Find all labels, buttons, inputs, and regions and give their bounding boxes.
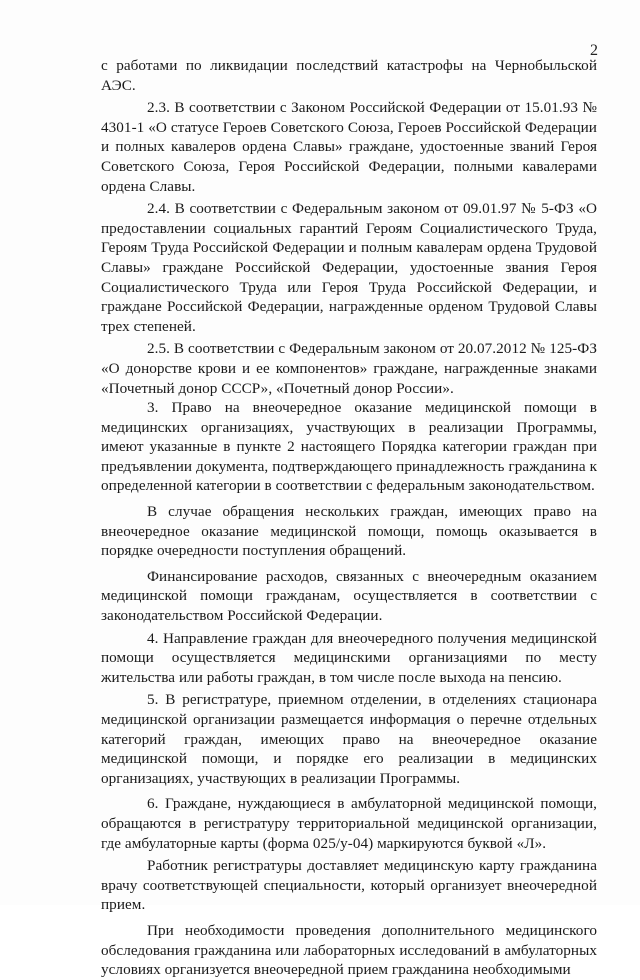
page-number: 2 <box>590 42 598 59</box>
paragraph-6: 6. Граждане, нуждающиеся в амбулаторной медицинской помощи, обращаются в регистратуру территориальной медицинской организации, где амбулаторные карты (форма 025/у-04) маркируются буквой «Л». <box>101 795 597 852</box>
paragraph-financing: Финансирование расходов, связанных с внеочередным оказанием медицинской помощи гражданам, осуществляется в соответствии с законодательством Российской Федерации. <box>101 567 597 625</box>
paragraph-registry-worker: Работник регистратуры доставляет медицинскую карту гражданина врачу соответствующей специальности, который организует внеочередной прием. <box>101 857 597 914</box>
paragraph-2-3: 2.3. В соответствии с Законом Российской Федерации от 15.01.93 № 4301-1 «О статусе Героев Советского Союза, Героев Российской Федерации и полных кавалеров ордена Славы» граждане, удостоенные званий Героя Советского Союза, Героя Российской Федерации, полными кавалерами ордена Славы. <box>101 99 597 195</box>
paragraph-4: 4. Направление граждан для внеочередного получения медицинской помощи осуществляется медицинскими организациями по месту жительства или работы граждан, в том числе после выхода на пенсию. <box>101 629 597 686</box>
paragraph-multiple-requests: В случае обращения нескольких граждан, имеющих право на внеочередное оказание медицинской помощи, помощь оказывается в порядке очередности поступления обращений. <box>101 503 597 560</box>
paragraph-2-5: 2.5. В соответствии с Федеральным законом от 20.07.2012 № 125-ФЗ «О донорстве крови и ее компонентов» граждане, награжденные знаками «Почетный донор СССР», «Почетный донор России». <box>101 340 597 397</box>
paragraph-5: 5. В регистратуре, приемном отделении, в отделениях стационара медицинской организации размещается информация о перечне отдельных категорий граждан, имеющих право на внеочередное оказание медицинской помощи, и порядке его реализации в медицинских организациях, участвующих в реализации Программы. <box>101 691 597 787</box>
paragraph-3: 3. Право на внеочередное оказание медицинской помощи в медицинских организациях, участвующих в реализации Программы, имеют указанные в пункте 2 настоящего Порядка категории граждан при предъявлении документа, подтверждающего принадлежность гражданина к определенной категории в соответствии с федеральным законодательством. <box>101 399 597 495</box>
document-body <box>101 56 597 980</box>
paragraph-additional-exam: При необходимости проведения дополнительного медицинского обследования гражданина или лабораторных исследований в амбулаторных условиях организуется внеочередной прием гражданина необходимыми <box>101 921 597 979</box>
paragraph-continuation: с работами по ликвидации последствий катастрофы на Чернобыльской АЭС. <box>101 57 597 94</box>
paragraph-2-4: 2.4. В соответствии с Федеральным законом от 09.01.97 № 5-ФЗ «О предоставлении социальных гарантий Героям Социалистического Труда, Героям Труда Российской Федерации и полным кавалерам ордена Трудовой Славы» граждане Российской Федерации, удостоенные звания Героя Социалистического Труда или Героя Труда Российской Федерации, и граждане Российской Федерации, награжденные орденом Трудовой Славы трех степеней. <box>101 200 597 335</box>
